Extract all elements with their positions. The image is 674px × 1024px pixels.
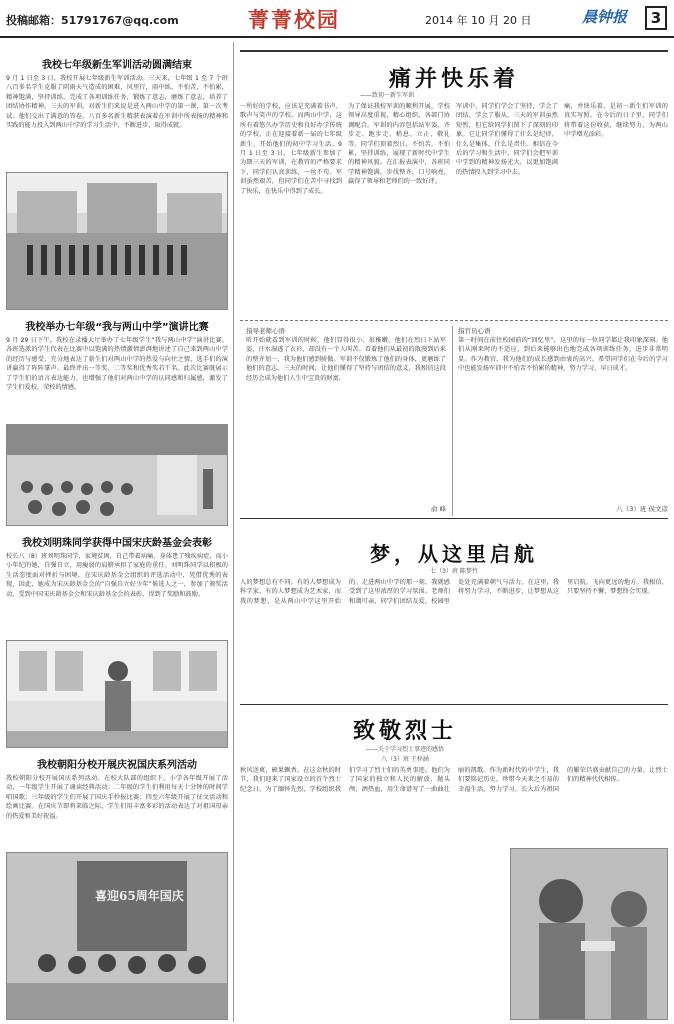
article-5-col-4: 痛，并快乐着。是初一新生们军训的真实写照。在今后的日子里，同学们将带着这份收获，继续努力，为两山中学增光添彩。 — [564, 103, 668, 139]
issue-date: 2014 年 10 月 20 日 — [425, 14, 532, 27]
article-8-title: 致敬烈士 — [352, 718, 457, 744]
article-8-author: 八（3）班 王梓涵 — [381, 756, 429, 763]
article-3-body: 校长八（8）班刘明珠同学，家境贫困，自己带着病痛，身体患了残疾病症，而小小年纪的她，自强自立，用瘦弱的肩膀承担了家庭的重任。刘明珠同学以积极的生活态度面对挫折与困境，在宋庆龄基金会组织的评选活动中，凭借优秀的表现，因此，她成为宋庆龄基金会的“自强自立好少年”候选人之一，参加了颁奖活动，受到中国宋庆龄基金会和宋庆龄基金会的表彰，得到了奖励和鼓励。 — [6, 553, 228, 598]
rule-3 — [240, 704, 668, 705]
article-2-body: 9 月 29 日下午，我校在录播大厅举办了七年级学生“我与两山中学”演讲比赛。各班选派的学生代表在比赛中以饱满的热情激情澎湃地讲述了自己来到两山中学的经历与感受，充分地表达了新生们对两山中学的热爱与向往之情，选手们的演讲赢得了阵阵掌声。最终评出一等奖、二等奖和优秀奖若干名。此次比赛既展示了学生们的语言表达能力，也增强了他们对两山中学的认同感和归属感，激发了学生们爱校、荣校的情感。 — [6, 337, 228, 392]
article-8-byline: ——关于学习烈士事迹的感悟 — [365, 746, 444, 753]
article-1-body: 9 月 1 日至 3 日，我校开展七年级新生军训活动。三天来，七年级 1 至 7 个班八百多名学生克服了阴雨天气造成的困难，风里行，雨中练，不怕苦，不怕累，精神饱满，坚持训练，完成了各项训练任务，锻炼了意志，磨炼了意志，培养了团结协作精神。三天的军训，对新生们来说是进入两山中学的第一课，第一次考试。他们交出了满意的答卷。八百多名新生精湛表演着在军训中所表扬的精神和实践的能力投入到两山中学的学习生活中，不断进步，取得成就。 — [6, 75, 228, 130]
speech-contest-photo — [6, 424, 228, 526]
article-2-title: 我校举办七年级“我与两山中学”演讲比赛 — [25, 322, 209, 333]
military-training-photo-image — [7, 173, 228, 310]
submission-email: 投稿邮箱：51791767@qq.com — [6, 14, 179, 27]
article-5-title: 痛并快乐着 — [388, 66, 519, 92]
national-day-caption: 喜迎65周年国庆 — [95, 889, 184, 903]
article-5-byline: ——致初一新生军训 — [360, 92, 415, 99]
student-award-photo — [6, 640, 228, 748]
military-training-photo — [6, 172, 228, 310]
martyrs-day-photo-image — [511, 849, 668, 1020]
instructor-notes-signature: 八（3）班 侯文彦 — [616, 505, 668, 513]
article-4-title: 我校朝阳分校开展庆祝国庆系列活动 — [37, 760, 197, 771]
masthead — [0, 0, 674, 38]
article-1-title: 我校七年级新生军训活动圆满结束 — [42, 60, 192, 71]
notes-divider — [452, 326, 453, 516]
instructor-notes-heading: 指官员心语 — [458, 327, 491, 335]
speech-contest-photo-image — [7, 425, 228, 526]
teacher-notes-heading: 指导老师心语 — [246, 327, 285, 335]
martyrs-day-photo — [510, 848, 668, 1020]
article-4-body: 我校朝阳分校开展国庆系列活动。在校大队部的组织下，小学各年级开展了活动，一年级学生开展了诵读经典活动；二年级的学生们利用每天十分钟的时间学唱国歌；三年级的学生们开展了国庆手抄报比赛；四至六年级开展了征文活动和绘画比赛。在国庆节即将来临之际，学生们用丰富多彩的活动表达了对祖国母亲的热爱和美好祝福。 — [6, 775, 228, 820]
newspaper-name: 晨钟报 — [582, 8, 628, 26]
national-day-photo — [6, 852, 228, 1020]
section-divider — [240, 320, 668, 321]
article-5-col-1: 一所好的学校，应该是充满着书声、歌声与笑声的学校。而两山中学，这所有着悠久办学历史和良好办学传统的学校，正在迎接着新一届的七年级新生，开始他们的初中学习生活。9 月 1 日至 3 日，七年级新生参加了为期三天的军训，在教官的严格要求下，同学们认真训练，一丝不苟。军训虽然艰苦，但同学们在苦中寻找到了快乐，在快乐中得到了成长。 — [240, 103, 342, 195]
student-award-photo-image — [7, 641, 228, 748]
article-5-col-3: 军训中，同学们学会了坚持，学会了团结，学会了服从。三天的军训虽然短暂，但它给同学们留下了深刻的印象。它让同学们懂得了什么是纪律，什么是集体，什么是责任。相信在今后的学习和生活中，同学们会把军训中学到的精神发扬光大，以更加饱满的热情投入到学习中去。 — [456, 103, 558, 176]
instructor-notes-body: 第一时间在前往校园前的“回忆里”，这里的每一位同学都让我印象深刻。他们从刚来时的不适应，到后来能够出色地完成各项训练任务，进步非常明显。作为教官，我为他们的成长感到由衷的高兴。希望同学们在今后的学习中也能发扬军训中不怕苦不怕累的精神，努力学习，早日成才。 — [458, 337, 668, 373]
national-day-photo-image — [7, 853, 228, 1020]
section-title: 菁菁校园 — [248, 7, 340, 32]
top-rule — [240, 50, 668, 52]
teacher-notes-body: 听开始就看到军训的时候，他们显得很小、很稚嫩。他们在烈日下站军姿，汗水湿透了衣衫，却没有一个人叫苦。看着他们从最初的散漫到后来的整齐划一，我为他们感到骄傲。军训不仅锻炼了他们的身体，更磨练了他们的意志。三天的时间，让他们懂得了坚持与团结的意义，我相信这段经历会成为他们人生中宝贵的财富。 — [246, 337, 446, 382]
article-3-title: 我校刘明珠同学获得中国宋庆龄基金会表彰 — [22, 538, 212, 549]
page-number: 3 — [645, 6, 667, 30]
article-5-col-2: 为了保证我校军训的顺利开展，学校领导高度重视，精心组织，各部门协调配合。军训的内容包括站军姿、齐步走、跑步走、稍息、立正、敬礼等。同学们顶着烈日，不怕苦，不怕累，坚持训练，展现了新时代中学生的精神风貌。在汇报表演中，各班同学精神饱满，步伐整齐，口号响亮，赢得了领导和老师们的一致好评。 — [348, 103, 450, 186]
article-8-body: 秋风送爽，硕果飘香。在这金秋的时节，我们迎来了国家设立的首个烈士纪念日。为了缅怀先烈，学校组织我们学习了烈士们的英勇事迹。他们为了国家的独立和人民的解放，抛头颅，洒热血，用生命谱写了一曲曲壮丽的凯歌。作为新时代的中学生，我们要铭记历史，珍惜今天来之不易的幸福生活，努力学习，长大后为祖国的繁荣昌盛贡献自己的力量，让烈士们的精神代代相传。 — [240, 767, 668, 793]
article-7-body: 人的梦想总有不同。有的人梦想成为科学家，有的人梦想成为艺术家，而我的梦想，是从两山中学这里开始的。走进两山中学的那一刻，我就感受到了这里浓厚的学习氛围。老师们和蔼可亲，同学们团结友爱，校园里处处充满着朝气与活力。在这里，我将努力学习，不断进步，让梦想从这里启航，飞向更远的地方。我相信，只要坚持不懈，梦想终会实现。 — [240, 579, 668, 605]
column-divider — [233, 42, 234, 1022]
article-7-byline: 七（3）班 陈梦竹 — [430, 568, 478, 575]
article-7-title: 梦，从这里启航 — [370, 542, 538, 566]
teacher-notes-signature: 俞 峰 — [430, 505, 446, 513]
rule-2 — [240, 518, 668, 519]
